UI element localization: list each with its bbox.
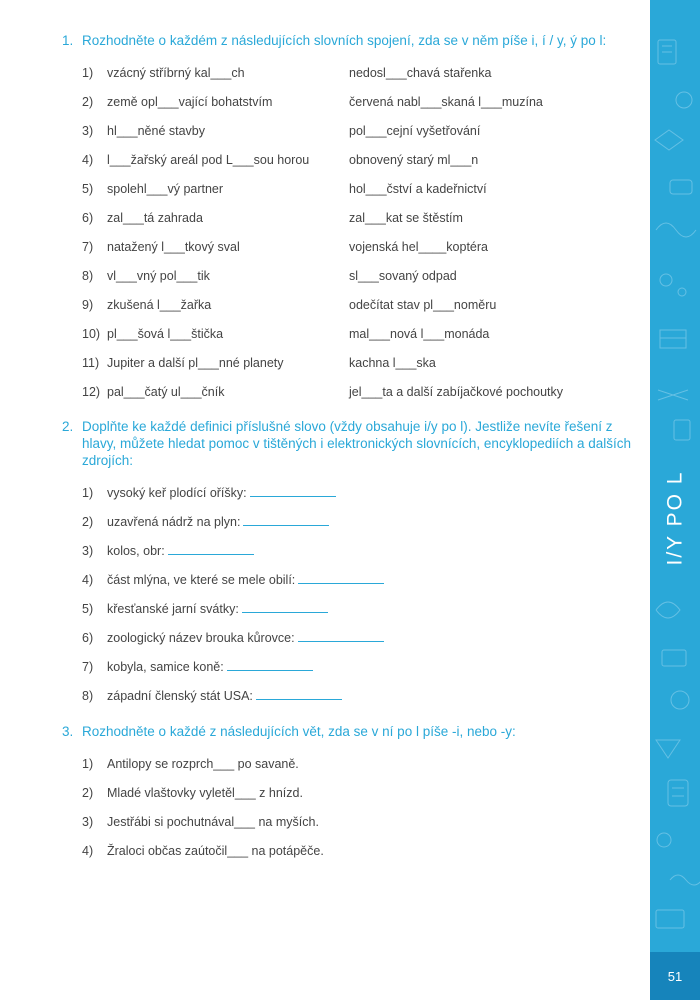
item-number: 2) [82, 514, 94, 529]
definition [107, 601, 328, 616]
task-1-header [62, 32, 632, 49]
phrase-left: pal___čatý ul___čník [107, 384, 225, 399]
task-2-items [82, 478, 632, 710]
task-instruction: Doplňte ke každé definici příslušné slovo (vždy obsahuje i/y po l). Jestliže nevíte řešení z hlavy, můžete hledat pomoc v tištěných i elektronických slovnících, encyklopediích a dalších zdrojích: [82, 419, 632, 468]
item-number: 4) [82, 152, 94, 167]
phrase-right: zal___kat se štěstím [349, 210, 463, 225]
sidebar-title [650, 458, 700, 578]
sentence: Mladé vlaštovky vyletěl___ z hnízd. [107, 785, 303, 800]
definition-text: uzavřená nádrž na plyn: [107, 515, 241, 529]
phrase-left: spolehl___vý partner [107, 181, 224, 196]
definition [107, 572, 384, 587]
list-item [82, 652, 632, 681]
phrase-left: Jupiter a další pl___nné planety [107, 355, 284, 370]
item-number: 1) [82, 485, 94, 500]
item-number: 6) [82, 630, 94, 645]
list-item [82, 145, 632, 174]
item-number: 8) [82, 268, 94, 283]
answer-blank[interactable] [250, 485, 336, 497]
item-number: 8) [82, 688, 94, 703]
phrase-right: hol___čství a kadeřnictví [349, 181, 487, 196]
definition-text: západní členský stát USA: [107, 689, 253, 703]
definition [107, 543, 254, 558]
list-item [82, 174, 632, 203]
item-number: 6) [82, 210, 94, 225]
sentence: Jestřábi si pochutnával___ na myších. [107, 814, 319, 829]
task-3-items [82, 749, 632, 865]
item-number: 10) [82, 326, 101, 341]
list-item [82, 836, 632, 865]
task-instruction: Rozhodněte o každém z následujících slovních spojení, zda se v něm píše i, í / y, ý po l: [82, 33, 607, 48]
list-item [82, 778, 632, 807]
answer-blank[interactable] [227, 659, 313, 671]
list-item [82, 749, 632, 778]
phrase-right: mal___nová l___monáda [349, 326, 490, 341]
phrase-left: l___žařský areál pod L___sou horou [107, 152, 310, 167]
list-item [82, 348, 632, 377]
item-number: 3) [82, 543, 94, 558]
task-2 [62, 418, 632, 710]
task-number: 1. [62, 33, 74, 48]
phrase-left: zkušená l___žařka [107, 297, 212, 312]
item-number: 7) [82, 659, 94, 674]
task-instruction: Rozhodněte o každé z následujících vět, zda se v ní po l píše -i, nebo -y: [82, 724, 516, 739]
answer-blank[interactable] [243, 514, 329, 526]
list-item [82, 290, 632, 319]
list-item [82, 232, 632, 261]
list-item [82, 478, 632, 507]
answer-blank[interactable] [242, 601, 328, 613]
item-number: 3) [82, 814, 94, 829]
definition-text: zoologický název brouka kůrovce: [107, 631, 295, 645]
list-item [82, 565, 632, 594]
task-number: 2. [62, 419, 74, 434]
definition-text: kobyla, samice koně: [107, 660, 224, 674]
phrase-left: hl___něné stavby [107, 123, 205, 138]
item-number: 11) [82, 355, 100, 370]
definition [107, 485, 336, 500]
task-3 [62, 723, 632, 865]
definition-text: křesťanské jarní svátky: [107, 602, 239, 616]
list-item [82, 807, 632, 836]
phrase-right: obnovený starý ml___n [349, 152, 479, 167]
item-number: 4) [82, 843, 94, 858]
item-number: 1) [82, 65, 94, 80]
sentence: Žraloci občas zaútočil___ na potápěče. [107, 843, 324, 858]
item-number: 9) [82, 297, 94, 312]
definition-text: kolos, obr: [107, 544, 165, 558]
list-item [82, 681, 632, 710]
list-item [82, 203, 632, 232]
task-1 [62, 32, 632, 406]
sidebar-title-text: I/Y PO L [663, 470, 686, 566]
phrase-right: kachna l___ska [349, 355, 436, 370]
phrase-right: nedosl___chavá stařenka [349, 65, 492, 80]
list-item [82, 87, 632, 116]
definition [107, 630, 384, 645]
item-number: 3) [82, 123, 94, 138]
phrase-right: pol___cejní vyšetřování [349, 123, 481, 138]
item-number: 2) [82, 785, 94, 800]
item-number: 2) [82, 94, 94, 109]
definition [107, 688, 342, 703]
phrase-left: vzácný stříbrný kal___ch [107, 65, 245, 80]
list-item [82, 116, 632, 145]
list-item [82, 623, 632, 652]
item-number: 5) [82, 181, 94, 196]
phrase-right: sl___sovaný odpad [349, 268, 457, 283]
phrase-right: jel___ta a další zabíjačkové pochoutky [349, 384, 564, 399]
answer-blank[interactable] [256, 688, 342, 700]
phrase-left: zal___tá zahrada [107, 210, 203, 225]
phrase-left: natažený l___tkový sval [107, 239, 240, 254]
definition [107, 514, 329, 529]
definition [107, 659, 313, 674]
sidebar [650, 0, 700, 1000]
phrase-left: země opl___vající bohatstvím [107, 94, 273, 109]
sentence: Antilopy se rozprch___ po savaně. [107, 756, 299, 771]
item-number: 5) [82, 601, 94, 616]
list-item [82, 58, 632, 87]
phrase-right: odečítat stav pl___noměru [349, 297, 497, 312]
list-item [82, 507, 632, 536]
phrase-left: pl___šová l___štička [107, 326, 224, 341]
task-number: 3. [62, 724, 74, 739]
list-item [82, 319, 632, 348]
list-item [82, 594, 632, 623]
phrase-right: červená nabl___skaná l___muzína [349, 94, 543, 109]
list-item [82, 536, 632, 565]
answer-blank[interactable] [298, 630, 384, 642]
page-number: 51 [650, 952, 700, 1000]
task-3-header [62, 723, 632, 740]
list-item [82, 377, 632, 406]
answer-blank[interactable] [168, 543, 254, 555]
phrase-right: vojenská hel____koptéra [349, 239, 488, 254]
item-number: 12) [82, 384, 101, 399]
definition-text: vysoký keř plodící oříšky: [107, 486, 247, 500]
phrase-left: vl___vný pol___tik [107, 268, 210, 283]
definition-text: část mlýna, ve které se mele obilí: [107, 573, 296, 587]
item-number: 7) [82, 239, 94, 254]
item-number: 4) [82, 572, 94, 587]
task-2-header [62, 418, 632, 469]
task-1-items [82, 58, 632, 406]
worksheet-content [62, 32, 632, 865]
item-number: 1) [82, 756, 94, 771]
answer-blank[interactable] [298, 572, 384, 584]
list-item [82, 261, 632, 290]
